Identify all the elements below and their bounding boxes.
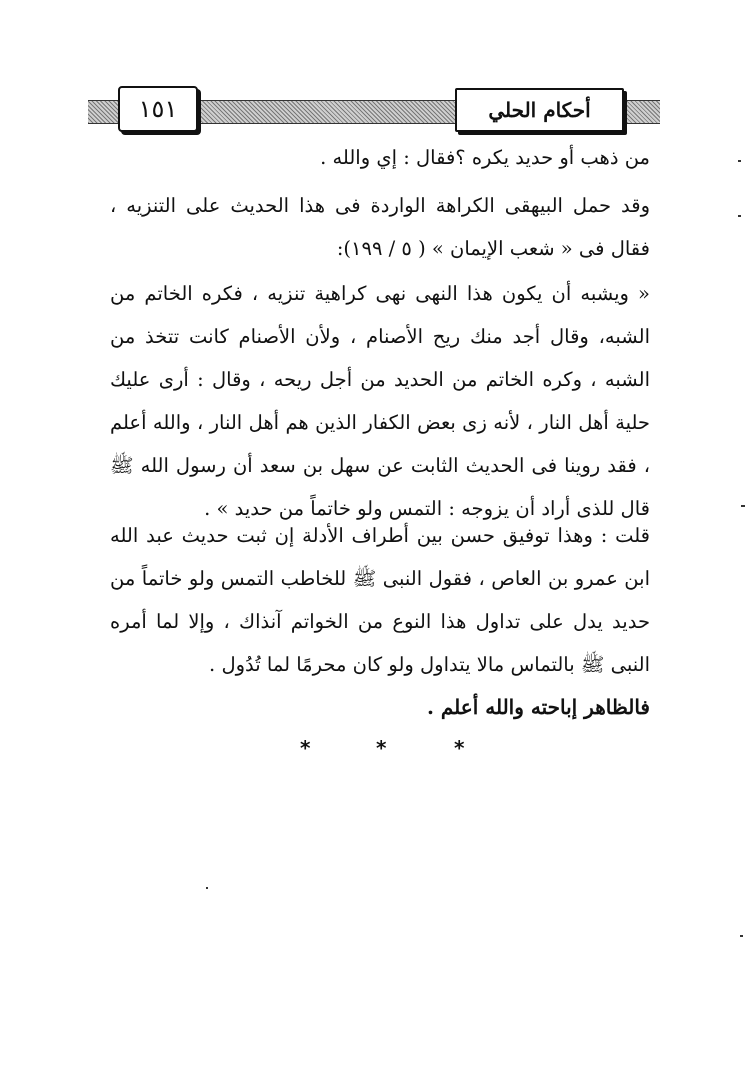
running-title: أحكام الحلي bbox=[455, 88, 624, 132]
closing-statement: فالظاهر إباحته والله أعلم . bbox=[426, 695, 650, 719]
scan-speck bbox=[741, 505, 745, 507]
separator-star: * bbox=[454, 736, 465, 760]
scan-speck bbox=[206, 887, 208, 889]
separator-star: * bbox=[376, 736, 387, 760]
paragraph-3: « ويشبه أن يكون هذا النهى نهى كراهية تنزيه ، فكره الخاتم من الشبه، وقال أجد منك ريح الأصنام ، ولأن الأصنام كانت تتخذ من الشبه ، وكره الخاتم من الحديد من أجل ريحه ، وقال : أرى عليك حلية أهل النار ، لأنه زى بعض الكفار الذين هم أهل النار ، والله أعلم ، فقد روينا فى الحديث الثابت عن سهل بن سعد أن رسول الله ﷺ قال للذى أراد أن يزوجه : التمس ولو خاتماً من حديد » . bbox=[110, 282, 650, 520]
scan-speck bbox=[738, 215, 741, 217]
scan-speck bbox=[740, 935, 743, 937]
page-number: ١٥١ bbox=[118, 86, 198, 132]
scan-speck bbox=[738, 160, 741, 162]
paragraph-1: من ذهب أو حديد يكره ؟فقال : إي والله . bbox=[320, 146, 650, 169]
paragraph-2: وقد حمل البيهقى الكراهة الواردة فى هذا الحديث على التنزيه ، فقال فى « شعب الإيمان » ( ٥ / ١٩٩): bbox=[110, 194, 650, 260]
section-separator bbox=[0, 736, 748, 766]
paragraph-4: قلت : وهذا توفيق حسن بين أطراف الأدلة إن ثبت حديث عبد الله ابن عمرو بن العاص ، فقول النبى ﷺ للخاطب التمس ولو خاتماً من حديد يدل على تداول هذا النوع من الخواتم آنذاك ، وإلا لما أمره النبى ﷺ بالتماس مالا يتداول ولو كان محرمًا لما تُدُول . bbox=[110, 524, 650, 676]
separator-star: * bbox=[300, 736, 311, 760]
